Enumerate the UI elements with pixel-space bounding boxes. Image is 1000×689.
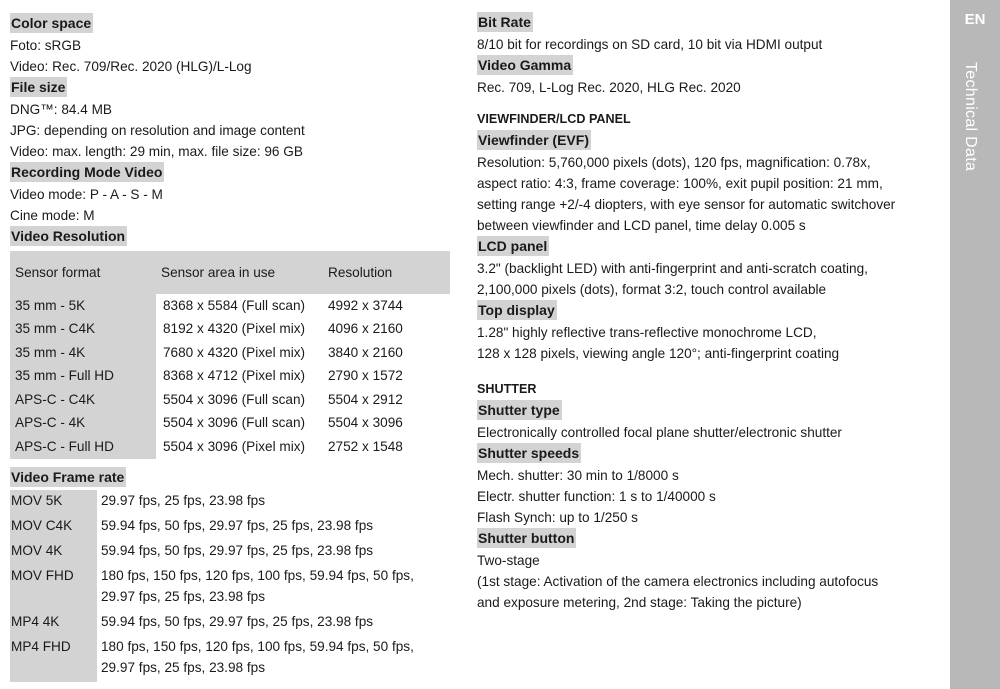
language-label: EN (964, 11, 986, 28)
heading-frame-rate: Video Frame rate (11, 468, 125, 485)
format-cell: MP4 4K (10, 611, 98, 636)
heading-color-space: Color space (11, 15, 92, 31)
text-line: Video mode: P - A - S - M (10, 187, 163, 202)
table-row (10, 565, 450, 611)
fps-line: 59.94 fps, 50 fps, 29.97 fps, 25 fps, 23.98 fps (101, 517, 374, 533)
text-line: setting range +2/-4 diopters, with eye sensor for automatic switchover (477, 197, 896, 212)
text-line: between viewfinder and LCD panel, time delay 0.005 s (477, 218, 806, 233)
table-cell: 8368 x 5584 (Full scan) (156, 294, 323, 318)
column-header: Resolution (323, 251, 450, 294)
table-cell: 7680 x 4320 (Pixel mix) (156, 341, 323, 365)
heading-recording-mode: Recording Mode Video (11, 164, 163, 180)
fps-line: 29.97 fps, 25 fps, 23.98 fps (101, 588, 265, 604)
fps-line: 59.94 fps, 50 fps, 29.97 fps, 25 fps, 23.98 fps (101, 542, 374, 558)
table-row (10, 294, 450, 318)
table-cell: 35 mm - 5K (10, 294, 156, 318)
format-cell: MP4 FHD (10, 636, 98, 682)
table-row (10, 318, 450, 342)
format-cell: MOV FHD (10, 565, 98, 611)
table-cell: 5504 x 3096 (Pixel mix) (156, 435, 323, 459)
table-cell: 5504 x 2912 (328, 391, 403, 407)
table-row (10, 540, 450, 565)
heading-file-size: File size (11, 79, 66, 95)
video-resolution-table (10, 251, 450, 459)
table-row (10, 412, 450, 436)
text-line: (1st stage: Activation of the camera electronics including autofocus (477, 574, 879, 589)
format-cell: MOV 5K (10, 490, 98, 515)
text-line: Flash Synch: up to 1/250 s (477, 510, 638, 525)
left-column (10, 13, 455, 682)
table-cell: 2752 x 1548 (328, 438, 403, 454)
table-header-row (10, 251, 450, 294)
table-cell: 4992 x 3744 (328, 297, 403, 313)
table-cell: 2790 x 1572 (328, 368, 403, 384)
heading-top-display: Top display (478, 302, 555, 318)
text-line: Video: max. length: 29 min, max. file size: 96 GB (10, 144, 303, 159)
table-cell: 4096 x 2160 (328, 321, 403, 337)
heading-video-resolution: Video Resolution (11, 228, 126, 244)
text-line: Electr. shutter function: 1 s to 1/40000 s (477, 489, 716, 504)
table-cell: APS-C - C4K (10, 388, 156, 412)
table-cell: 35 mm - C4K (10, 318, 156, 342)
table-row (10, 611, 450, 636)
table-cell: 5504 x 3096 (Full scan) (156, 412, 323, 436)
text-line: 8/10 bit for recordings on SD card, 10 bit via HDMI output (477, 37, 823, 52)
table-cell: APS-C - Full HD (10, 435, 156, 459)
fps-cell (98, 540, 450, 565)
text-line: 2,100,000 pixels (dots), format 3:2, touch control available (477, 282, 827, 297)
table-row (10, 435, 450, 459)
table-row (10, 388, 450, 412)
table-cell: 8368 x 4712 (Pixel mix) (156, 365, 323, 389)
text-line: and exposure metering, 2nd stage: Taking the picture) (477, 595, 802, 610)
format-cell: MOV C4K (10, 515, 98, 540)
format-cell: MOV 4K (10, 540, 98, 565)
text-line: aspect ratio: 4:3, frame coverage: 100%, exit pupil position: 21 mm, (477, 176, 883, 191)
heading-shutter-button: Shutter button (478, 530, 575, 546)
fps-cell (98, 490, 450, 515)
table-cell: 35 mm - 4K (10, 341, 156, 365)
table-row (10, 636, 450, 682)
right-column (477, 12, 937, 613)
fps-cell (98, 515, 450, 540)
heading-bit-rate: Bit Rate (478, 14, 531, 30)
fps-cell (98, 611, 450, 636)
text-line: 128 x 128 pixels, viewing angle 120°; anti-fingerprint coating (477, 346, 840, 361)
fps-line: 29.97 fps, 25 fps, 23.98 fps (101, 659, 265, 675)
table-cell: 3840 x 2160 (328, 344, 403, 360)
fps-line: 180 fps, 150 fps, 120 fps, 100 fps, 59.94 fps, 50 fps, (101, 567, 414, 583)
heading-shutter-speeds: Shutter speeds (478, 445, 580, 461)
frame-rate-table (10, 490, 450, 682)
table-cell: 5504 x 3096 (Full scan) (156, 388, 323, 412)
heading-lcd-panel: LCD panel (478, 238, 548, 254)
table-cell: APS-C - 4K (10, 412, 156, 436)
table-row (10, 515, 450, 540)
fps-line: 29.97 fps, 25 fps, 23.98 fps (101, 492, 265, 508)
text-line: Electronically controlled focal plane shutter/electronic shutter (477, 425, 842, 440)
text-line: Foto: sRGB (10, 38, 82, 53)
chapter-title: Technical Data (962, 62, 979, 172)
table-row (10, 365, 450, 389)
text-line: DNG™: 84.4 MB (10, 102, 112, 117)
text-line: 1.28" highly reflective trans-reflective monochrome LCD, (477, 325, 817, 340)
table-cell: 8192 x 4320 (Pixel mix) (156, 318, 323, 342)
fps-cell (98, 565, 450, 611)
text-line: 3.2" (backlight LED) with anti-fingerprint and anti-scratch coating, (477, 261, 868, 276)
text-line: JPG: depending on resolution and image content (10, 123, 305, 138)
column-header: Sensor format (10, 251, 156, 294)
column-header: Sensor area in use (156, 251, 323, 294)
text-line: Rec. 709, L-Log Rec. 2020, HLG Rec. 2020 (477, 80, 741, 95)
fps-line: 180 fps, 150 fps, 120 fps, 100 fps, 59.94 fps, 50 fps, (101, 638, 414, 654)
heading-shutter-type: Shutter type (478, 402, 560, 418)
heading-evf: Viewfinder (EVF) (478, 132, 589, 148)
sidebar-tab (950, 0, 1000, 689)
text-line: Mech. shutter: 30 min to 1/8000 s (477, 468, 679, 483)
text-line: Resolution: 5,760,000 pixels (dots), 120 fps, magnification: 0.78x, (477, 155, 871, 170)
text-line: Two-stage (477, 553, 540, 568)
text-line: Cine mode: M (10, 208, 95, 223)
table-row (10, 490, 450, 515)
table-cell: 5504 x 3096 (328, 415, 403, 431)
section-title-shutter: SHUTTER (477, 382, 537, 396)
section-title-viewfinder: VIEWFINDER/LCD PANEL (477, 112, 631, 126)
heading-video-gamma: Video Gamma (478, 57, 572, 73)
table-cell: 35 mm - Full HD (10, 365, 156, 389)
table-row (10, 341, 450, 365)
text-line: Video: Rec. 709/Rec. 2020 (HLG)/L-Log (10, 59, 252, 74)
fps-cell (98, 636, 450, 682)
fps-line: 59.94 fps, 50 fps, 29.97 fps, 25 fps, 23.98 fps (101, 613, 374, 629)
